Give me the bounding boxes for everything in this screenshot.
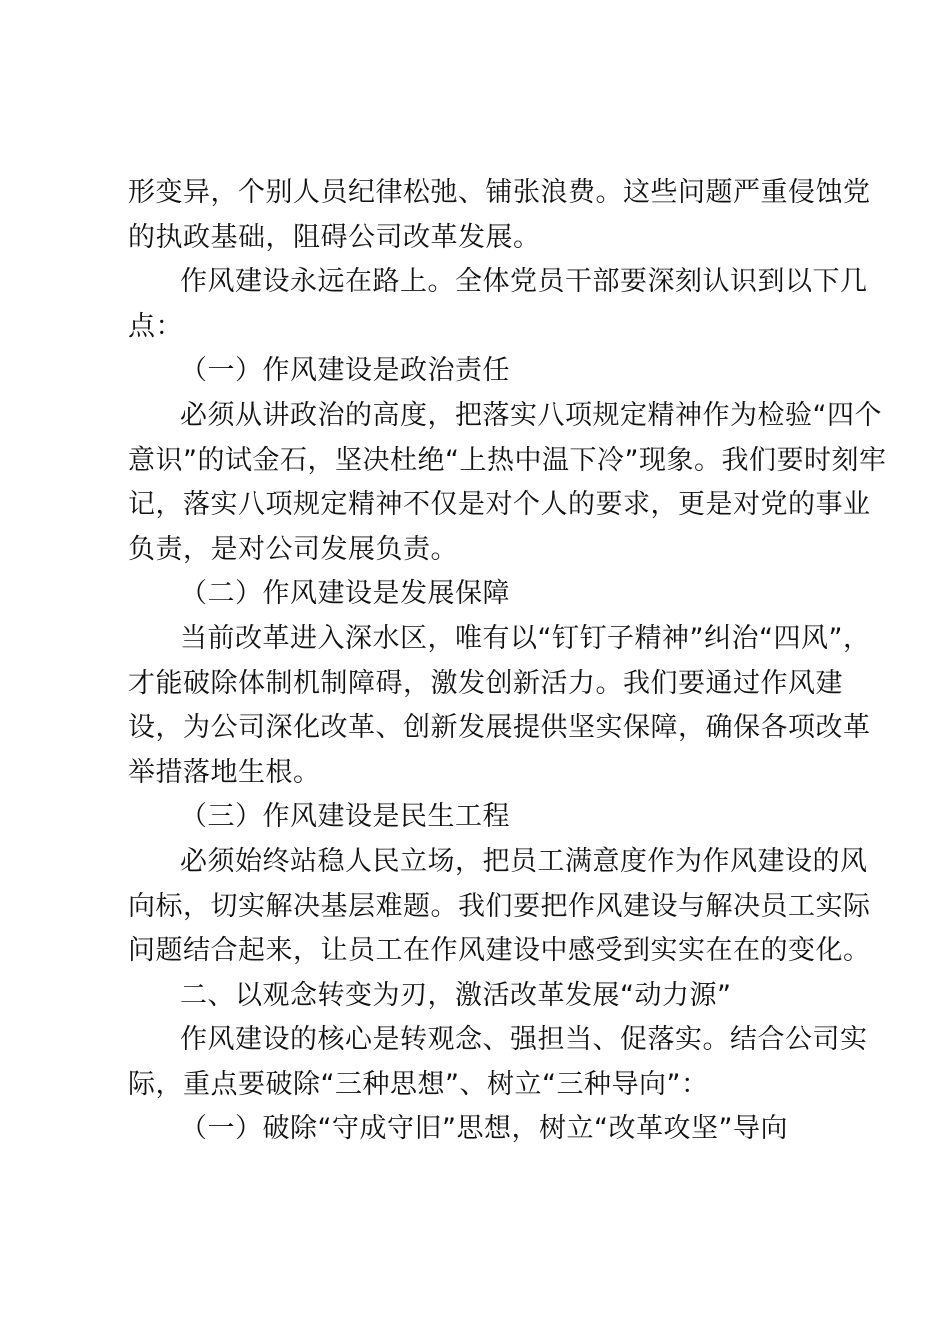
chapter-heading: 二、以观念转变为刃，激活改革发展“动力源” (180, 979, 732, 1011)
text-line: 作风建设永远在路上。全体党员干部要深刻认识到以下几 (180, 266, 868, 298)
text-line: 设，为公司深化改革、创新发展提供坚实保障，确保各项改革 (128, 712, 871, 744)
document-body (128, 171, 887, 1152)
text-line: 作风建设的核心是转观念、强担当、促落实。结合公司实 (180, 1024, 868, 1056)
text-line: 问题结合起来，让员工在作风建设中感受到实实在在的变化。 (128, 935, 871, 967)
text-line: 际，重点要破除“三种思想”、树立“三种导向”： (128, 1068, 709, 1100)
text-line: 当前改革进入深水区，唯有以“钉钉子精神”纠治“四风”， (180, 622, 871, 654)
text-line: 意识”的试金石，坚决杜绝“上热中温下冷”现象。我们要时刻牢 (128, 444, 887, 476)
text-line: 必须始终站稳人民立场，把员工满意度作为作风建设的风 (180, 845, 868, 877)
text-line: 举措落地生根。 (128, 756, 321, 788)
text-line: 点： (128, 310, 183, 342)
section-heading: （一）作风建设是政治责任 (180, 355, 510, 387)
text-line: 记，落实八项规定精神不仅是对个人的要求，更是对党的事业 (128, 489, 871, 521)
section-heading: （一）破除“守成守旧”思想，树立“改革攻坚”导向 (180, 1113, 788, 1145)
section-heading: （三）作风建设是民生工程 (180, 801, 510, 833)
text-line: 的执政基础，阻碍公司改革发展。 (128, 221, 541, 253)
text-line: 形变异，个别人员纪律松弛、铺张浪费。这些问题严重侵蚀党 (128, 177, 871, 208)
section-heading: （二）作风建设是发展保障 (180, 578, 510, 610)
text-line: 负责，是对公司发展负责。 (128, 533, 458, 565)
text-line: 必须从讲政治的高度，把落实八项规定精神作为检验“四个 (180, 399, 882, 431)
text-line: 向标，切实解决基层难题。我们要把作风建设与解决员工实际 (128, 890, 871, 922)
text-line: 才能破除体制机制障碍，激发创新活力。我们要通过作风建 (128, 667, 843, 699)
